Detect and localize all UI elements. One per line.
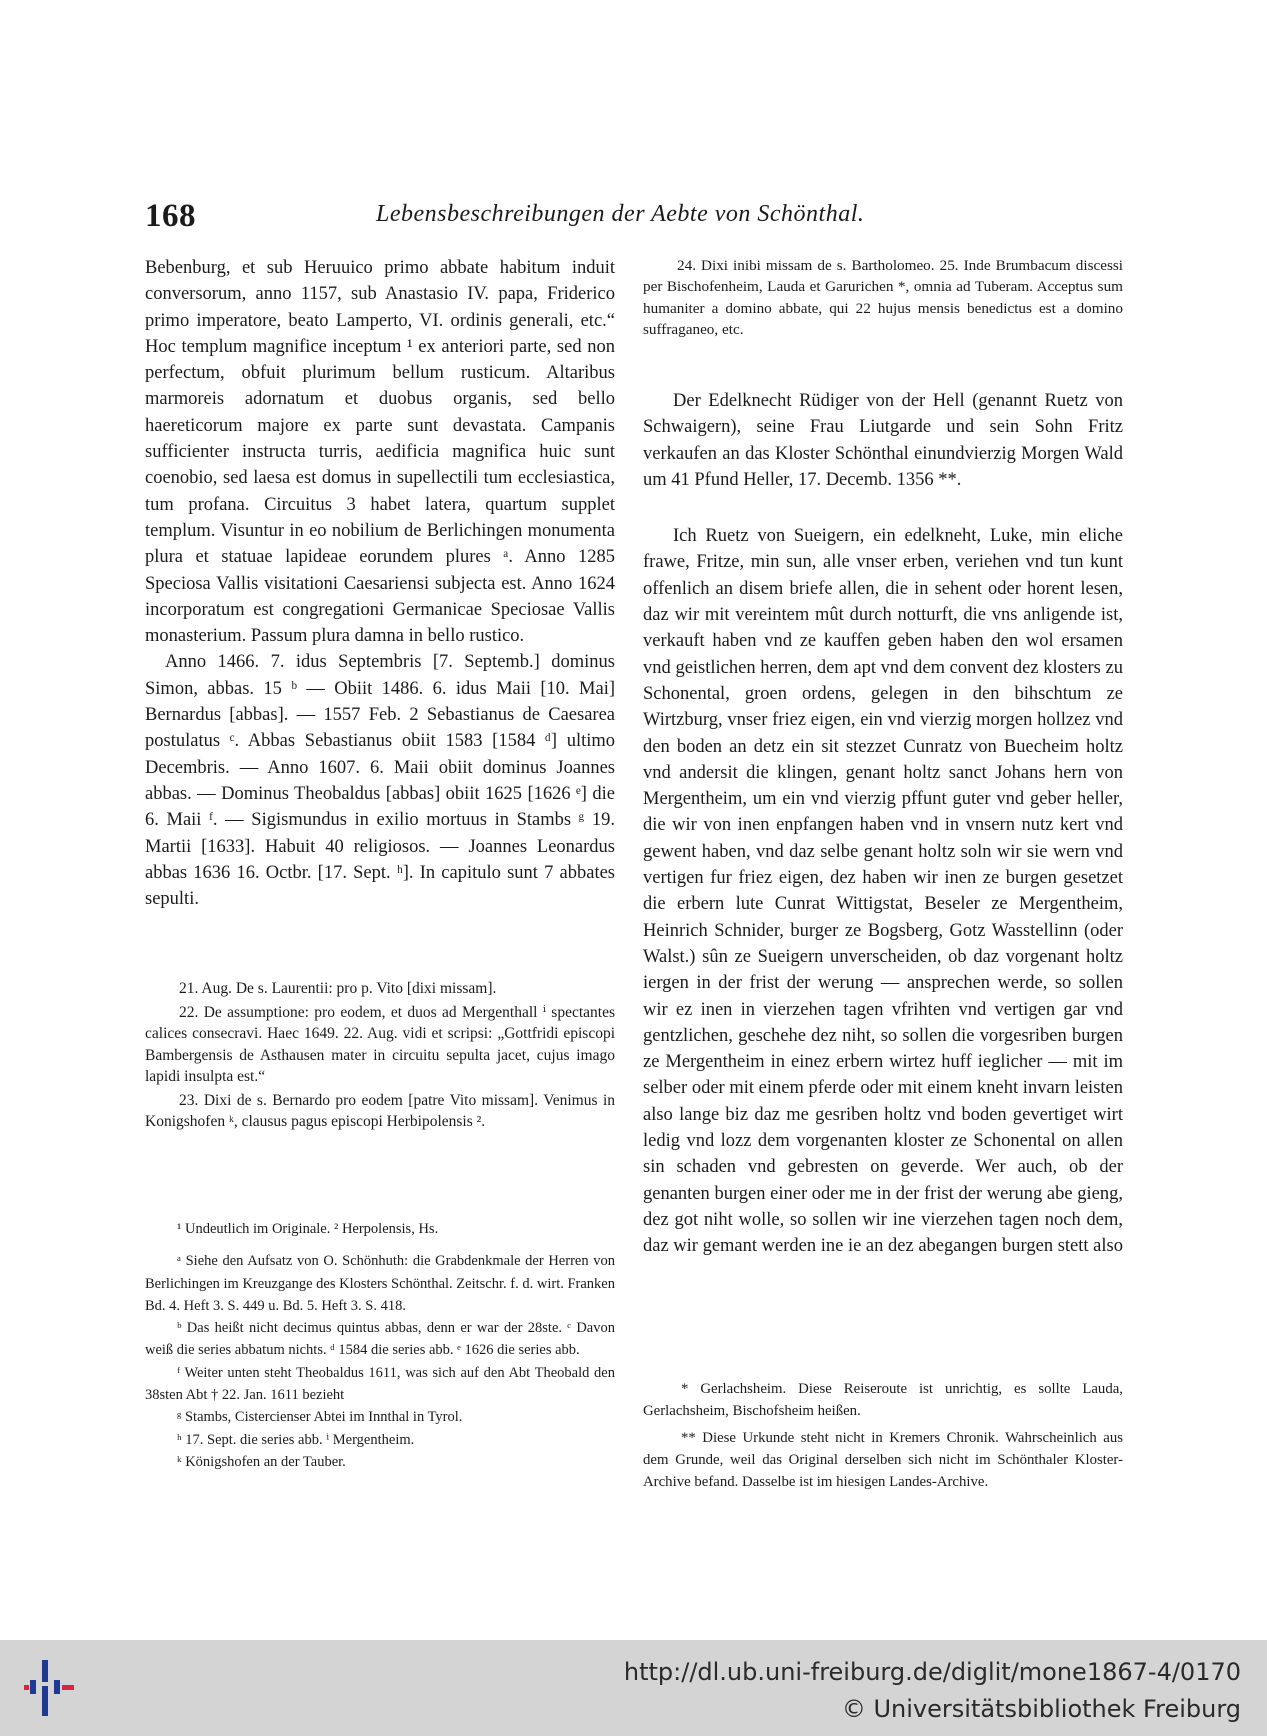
footnote: ¹ Undeutlich im Originale. ² Herpolensis, Hs. xyxy=(177,1221,439,1237)
running-title: Lebensbeschreibungen der Aebte von Schönthal. xyxy=(376,201,865,227)
charter-summary: Der Edelknecht Rüdiger von der Hell (genannt Ruetz von Schwaigern), seine Frau Liutgarde und sein Sohn Fritz verkaufen an das Kloster Schönthal einundvierzig Morgen Wald um 41 Pfund Heller, 17. Decemb. 1356 **. xyxy=(643,391,1123,490)
left-footnotes xyxy=(145,1218,615,1473)
charter-text: Ich Ruetz von Sueigern, ein edelkneht, Luke, min eliche frawe, Fritze, min sun, alle vnser erben, veriehen vnd tun kunt offenlich an disem briefe allen, die in sehent oder horent lesen, daz wir mit vereintem mût durch notturft, die vns anligende ist, verkauft haben vnd ze kauffen geben haben den wol ersamen vnd geistlichen herren, dem apt vnd dem convent dez klosters zu Schonental, groen ordens, gelegen in den bihschtum ze Wirtzburg, vnser friez eigen, ein vnd vierzig morgen hollzez vnd den boden an detz ein sit stezzet Cunratz von Buecheim holtz vnd andersit die klingen, genant holtz sanct Johans hern von Mergentheim, um ein vnd vierzig pffunt guter vnd geber heller, die wir von inen enpfangen haben vnd in vnsern nutz kert vnd gewent haben, vnd daz selbe genant holtz soln wir sie wern vnd vertigen fur friez eigen, dez haben wir inen ze burgen gesetzet die erbern lute Cunrat Wittigstat, Beseler ze Mergentheim, Heinrich Schnider, burger ze Bogsberg, Gotz Wasstellinn (oder Walst.) sûn ze Sueigern unverscheiden, ob daz vorgenant holtz iergen in der frist der werung — ansprechen werde, so sollen wir ez inen in vierzehen tagen vfrihten vnd vertigen gar vnd gentzlichen, geschehe dez niht, so sollen die vorgesriben burgen ze Mergentheim in einez erbern wirtez huff ieglicher — mit im selber oder mit einem pferde oder mit einem kneht invarn leisten also lange biz daz me gesriben holtz vnd boden gevertiget wirt ledig vnd lozz dem vorgenanten kloster ze Schonental on allen sin schaden vnd gebresten on geverde. Wer auch, ob der genanten burgen einer oder me in der frist der werung abe gieng, dez got niht wolle, so sollen wir ine vierzehen tagen noch dem, daz wir gemant werden ine ie an dez abegangen burgen stett also xyxy=(643,526,1123,1257)
body-paragraph: Anno 1466. 7. idus Septembris [7. Septemb.] dominus Simon, abbas. 15 ᵇ — Obiit 1486. 6. idus Maii [10. Mai] Bernardus [abbas]. — 1557 Feb. 2 Sebastianus de Caesarea postulatus ᶜ. Abbas Sebastianus obiit 1583 [1584 ᵈ] ultimo Decembris. — Anno 1607. 6. Maii obiit dominus Joannes abbas. — Dominus Theobaldus [abbas] obiit 1625 [1626 ᵉ] die 6. Maii ᶠ. — Sigismundus in exilio mortuus in Stambs ᵍ 19. Martii [1633]. Habuit 40 religiosos. — Joannes Leonardus abbas 1636 16. Octbr. [17. Sept. ʰ]. In capitulo sunt 7 abbates sepulti. xyxy=(145,652,615,910)
footnote: ᵇ Das heißt nicht decimus quintus abbas, denn er war der 28ste. ᶜ Davon weiß die series abbatum nichts. ᵈ 1584 die series abb. ᵉ 1626 die series abb. xyxy=(145,1320,615,1359)
footer-bar xyxy=(0,1640,1267,1736)
footnote: ᵏ Königshofen an der Tauber. xyxy=(177,1453,346,1470)
permalink-url[interactable]: http://dl.ub.uni-freiburg.de/diglit/mone1867-4/0170 xyxy=(623,1658,1241,1686)
footnote: ** Diese Urkunde steht nicht in Kremers Chronik. Wahrscheinlich aus dem Grunde, weil das Original derselben sich nicht im Schönthaler Kloster-Archive befand. Dasselbe ist im hiesigen Landes-Archive. xyxy=(643,1429,1123,1491)
footnote: ʰ 17. Sept. die series abb. ⁱ Mergentheim. xyxy=(177,1431,415,1448)
footnote: ᶠ Weiter unten steht Theobaldus 1611, was sich auf den Abt Theobald den 38sten Abt † 22. Jan. 1611 bezieht xyxy=(145,1364,615,1404)
footnote: ᵍ Stambs, Cistercienser Abtei im Innthal in Tyrol. xyxy=(177,1409,463,1426)
footnote: ᵃ Siehe den Aufsatz von O. Schönhuth: die Grabdenkmale der Herren von Berlichingen im Kreuzgange des Klosters Schönthal. Zeitschr. f. d. wirt. Franken Bd. 4. Heft 3. S. 449 u. Bd. 5. Heft 3. S. 418. xyxy=(145,1253,615,1314)
page-number: 168 xyxy=(145,198,196,234)
ub-freiburg-logo-icon[interactable] xyxy=(24,1656,84,1720)
diary-note: 22. De assumptione: pro eodem, et duos ad Mergenthall ⁱ spectantes calices consecravi. Haec 1649. 22. Aug. vidi et scripsi: „Gottfridi episcopi Bambergensis de Asthausen mater in circuitu sepulta jacet, cujus imago lapidi insulpta est.“ xyxy=(145,1003,615,1085)
diary-note: 21. Aug. De s. Laurentii: pro p. Vito [dixi missam]. xyxy=(179,980,497,997)
right-footnotes xyxy=(643,1378,1123,1493)
footnote: * Gerlachsheim. Diese Reiseroute ist unrichtig, es sollte Lauda, Gerlachsheim, Bischofsheim heißen. xyxy=(643,1381,1123,1420)
body-paragraph: Bebenburg, et sub Heruuico primo abbate habitum induit conversorum, anno 1157, sub Anastasio IV. papa, Friderico primo imperatore, beato Lamperto, VI. ordinis generali, etc.“ Hoc templum magnifice inceptum ¹ ex anteriori parte, sed non perfectum, obfuit plurimum bellum rusticum. Altaribus marmoreis adornatum et duobus organis, sed bello haereticorum majore ex parte sunt devastata. Campanis sufficienter instructa turris, aedificia magnifica huic sunt coenobio, sed laesa est domus in supellectili tum ecclesiastica, tum profana. Circuitus 3 habet latera, quartum supplet templum. Visuntur in eo nobilium de Berlichingen monumenta plura et statuae lapideae eorundem plures ᵃ. Anno 1285 Speciosa Vallis visitationi Caesariensi subjecta est. Anno 1624 incorporatum est congregationi Germanicae Speciosae Vallis monasterium. Passum plura damna in bello rustico. xyxy=(145,258,615,647)
left-column-main-text xyxy=(145,255,615,912)
diary-note-continued: 24. Dixi inibi missam de s. Bartholomeo. 25. Inde Brumbacum discessi per Bischofenheim, Lauda et Garurichen *, omnia ad Tuberam. Acceptus sum humaniter a domino abbate, qui 22 hujus mensis benedictus est a domino suffraganeo, etc. xyxy=(643,257,1123,338)
right-column-main-text xyxy=(643,388,1123,1260)
diary-notes xyxy=(145,978,615,1135)
copyright-notice: © Universitätsbibliothek Freiburg xyxy=(841,1695,1241,1723)
diary-note: 23. Dixi de s. Bernardo pro eodem [patre Vito missam]. Venimus in Konigshofen ᵏ, clausus pagus episcopi Herbipolensis ². xyxy=(145,1091,615,1130)
